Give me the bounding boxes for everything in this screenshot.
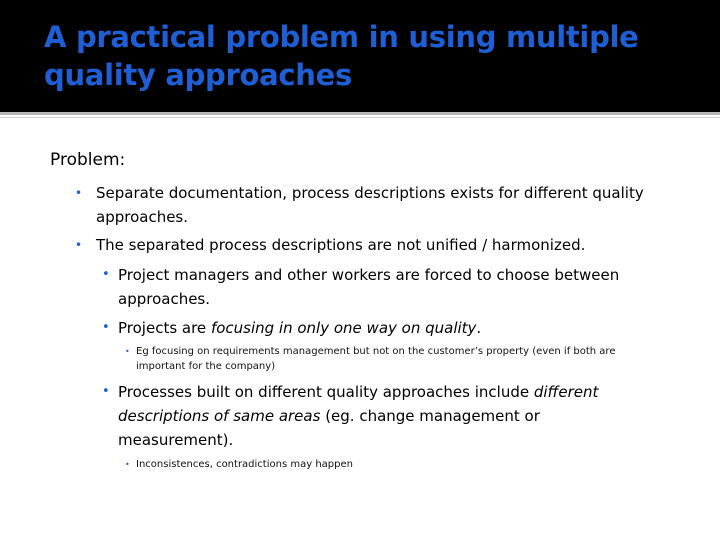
- problem-heading: Problem:: [50, 150, 126, 170]
- bullet-icon: •: [125, 460, 130, 469]
- bullet-icon: •: [102, 320, 110, 335]
- bullet-text-emphasis: different descriptions of same areas: [118, 383, 599, 425]
- subsubbullet-requirements-example: [125, 344, 666, 374]
- bullet-icon: •: [125, 347, 130, 356]
- bullet-text-pre: Processes built on different quality approaches include: [118, 383, 534, 401]
- subbullet-different-descriptions: [102, 380, 658, 452]
- subbullet-focusing-one-way: [102, 316, 678, 340]
- bullet-text: The separated process descriptions are not unified / harmonized.: [96, 236, 586, 254]
- slide-title: A practical problem in using multiple quality approaches: [44, 20, 639, 92]
- subsubbullet-inconsistences: [125, 457, 676, 472]
- bullet-icon: •: [75, 186, 83, 200]
- bullet-icon: •: [75, 238, 83, 252]
- bullet-text: Project managers and other workers are forced to choose between approaches.: [118, 266, 620, 308]
- subbullet-forced-to-choose: [102, 263, 668, 311]
- bullet-text: Separate documentation, process descriptions exists for different quality approaches.: [96, 184, 644, 226]
- bullet-text: Eg focusing on requirements management but not on the customer’s property (even if both are important for the company): [136, 346, 616, 372]
- bullet-text-emphasis: focusing in only one way on quality: [210, 319, 477, 337]
- bullet-text: Inconsistences, contradictions may happen: [136, 459, 353, 470]
- bullet-icon: •: [102, 267, 110, 282]
- bullet-text-post: .: [476, 319, 482, 337]
- bullet-icon: •: [102, 384, 110, 399]
- bullet-text-post: (eg. change management or measurement).: [118, 407, 540, 449]
- bullet-not-unified: [75, 233, 656, 257]
- bullet-text-pre: Projects are: [118, 319, 211, 337]
- bullet-separate-documentation: [75, 181, 656, 229]
